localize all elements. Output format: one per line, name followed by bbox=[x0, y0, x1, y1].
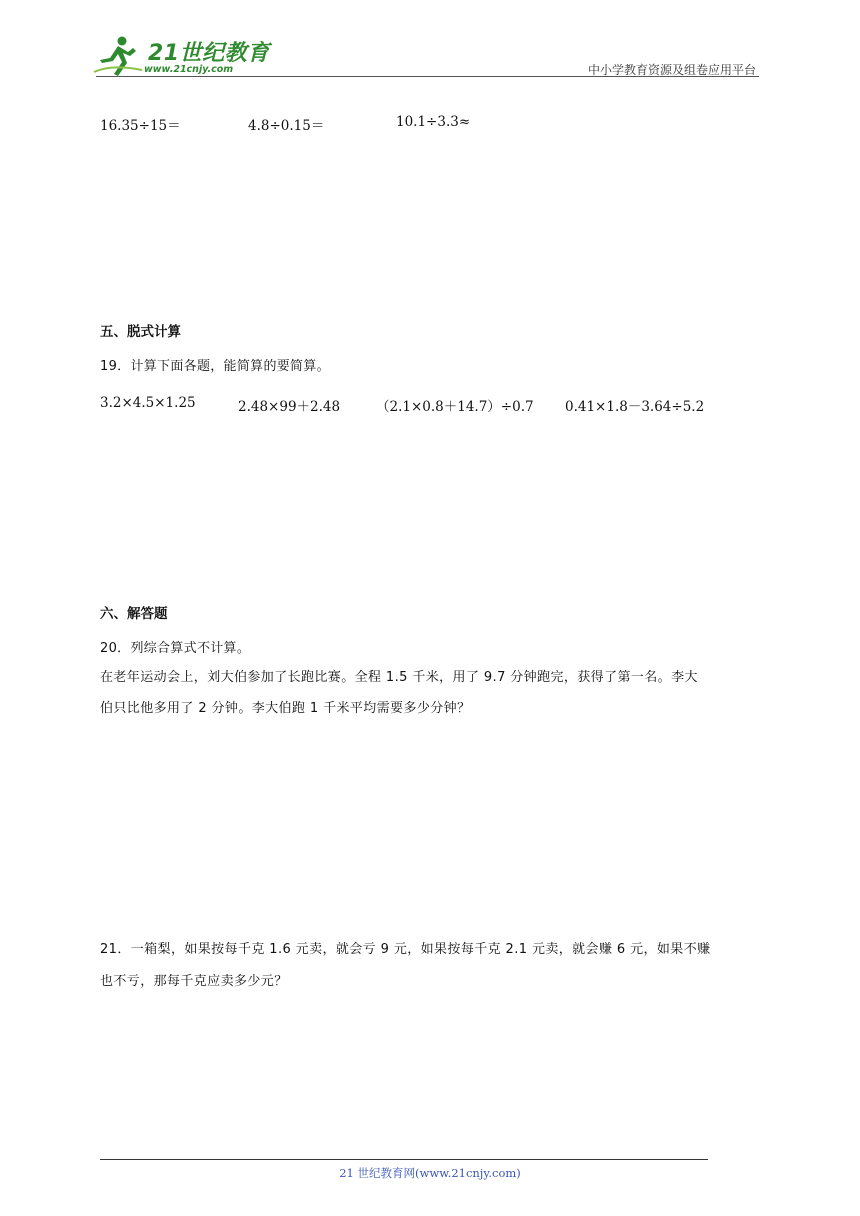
question-21-line-2: 也不亏，那每千克应卖多少元？ bbox=[100, 974, 288, 989]
expr-1: 3.2×4.5×1.25 bbox=[100, 395, 196, 411]
header-divider bbox=[96, 76, 759, 77]
question-21-line-1: 21．一箱梨，如果按每千克 1.6 元卖，就会亏 9 元，如果按每千克 2.1 元卖，就会赚 6 元，如果不赚 bbox=[100, 942, 711, 957]
logo-url: www.21cnjy.com bbox=[144, 64, 234, 75]
section-title-6: 六、解答题 bbox=[100, 606, 168, 622]
logo-text: 21世纪教育 bbox=[148, 41, 270, 66]
platform-title: 中小学教育资源及组卷应用平台 bbox=[587, 63, 756, 77]
question-20-line-2: 伯只比他多用了 2 分钟。李大伯跑 1 千米平均需要多少分钟？ bbox=[100, 701, 471, 716]
expr-4: 0.41×1.8－3.64÷5.2 bbox=[565, 399, 705, 415]
problem-1: 16.35÷15＝ bbox=[100, 118, 181, 134]
footer-link[interactable]: 21 世纪教育网(www.21cnjy.com) bbox=[339, 1166, 521, 1180]
footer-divider bbox=[100, 1159, 708, 1160]
question-20-title: 20．列综合算式不计算。 bbox=[100, 641, 251, 656]
expr-2: 2.48×99＋2.48 bbox=[238, 399, 341, 415]
problem-2: 4.8÷0.15＝ bbox=[248, 118, 325, 134]
expr-3: （2.1×0.8＋14.7）÷0.7 bbox=[376, 399, 534, 415]
section-title-5: 五、脱式计算 bbox=[100, 324, 181, 340]
problem-3: 10.1÷3.3≈ bbox=[396, 114, 471, 130]
question-19: 19．计算下面各题，能简算的要简算。 bbox=[100, 359, 330, 374]
runner-icon bbox=[92, 34, 146, 78]
site-logo bbox=[92, 34, 272, 78]
question-20-line-1: 在老年运动会上，刘大伯参加了长跑比赛。全程 1.5 千米，用了 9.7 分钟跑完，获得了第一名。李大 bbox=[100, 670, 698, 685]
